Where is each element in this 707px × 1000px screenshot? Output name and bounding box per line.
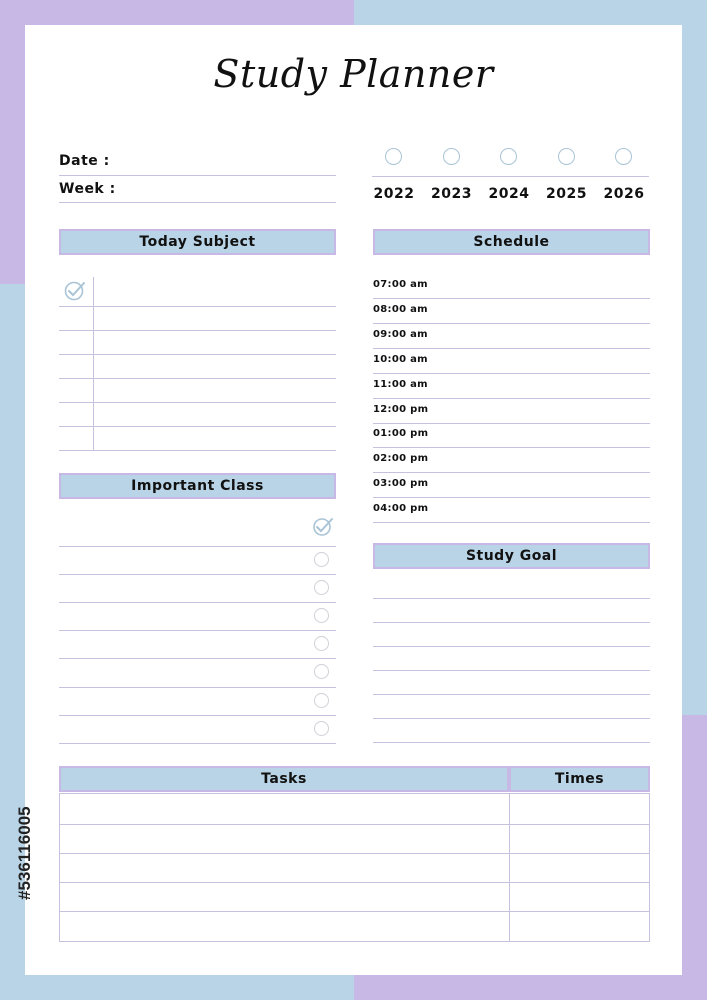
year-radio[interactable] [615,148,632,165]
schedule-time: 09:00 am [373,328,428,340]
year-label: 2025 [546,186,587,202]
svg-text:#536116005: #536116005 [15,806,34,900]
schedule-line[interactable] [373,423,650,424]
class-checkbox[interactable] [314,721,329,736]
task-row-line[interactable] [60,911,649,912]
schedule-line[interactable] [373,522,650,523]
checkmark-circle-icon[interactable] [313,517,335,537]
page-title: Study Planner [213,52,494,96]
class-line[interactable] [59,630,336,631]
schedule-time: 03:00 pm [373,478,429,490]
year-radio[interactable] [500,148,517,165]
year-label: 2024 [488,186,530,202]
year-radio[interactable] [443,148,460,165]
times-header: Times [509,766,650,792]
goal-line[interactable] [373,718,650,719]
goal-line[interactable] [373,670,650,671]
date-label: Date : [59,153,110,169]
schedule-line[interactable] [373,472,650,473]
goal-line[interactable] [373,646,650,647]
writing-line[interactable] [59,354,336,355]
writing-line[interactable] [59,426,336,427]
schedule-line[interactable] [373,373,650,374]
goal-line[interactable] [373,622,650,623]
year-divider [372,176,649,177]
schedule-header: Schedule [373,229,650,255]
study-goal-header: Study Goal [373,543,650,569]
checkmark-circle-icon[interactable] [64,280,88,302]
class-line[interactable] [59,715,336,716]
task-row-line[interactable] [60,882,649,883]
schedule-time: 01:00 pm [373,428,429,440]
schedule-time: 07:00 am [373,279,428,290]
schedule-line[interactable] [373,298,650,299]
writing-line[interactable] [59,450,336,451]
class-line[interactable] [59,546,336,547]
week-label: Week : [59,181,116,197]
class-checkbox[interactable] [314,552,329,567]
tasks-header: Tasks [59,766,509,792]
writing-line[interactable] [59,402,336,403]
class-checkbox[interactable] [314,580,329,595]
goal-line[interactable] [373,742,650,743]
goal-line[interactable] [373,598,650,599]
task-row-line[interactable] [60,853,649,854]
class-line[interactable] [59,602,336,603]
important-class-header: Important Class [59,473,336,499]
class-line[interactable] [59,687,336,688]
year-label: 2022 [373,186,415,202]
tasks-table [59,793,650,942]
goal-line[interactable] [373,694,650,695]
writing-line[interactable] [59,378,336,379]
schedule-time: 04:00 pm [373,503,429,515]
schedule-line[interactable] [373,497,650,498]
tasks-column-divider [509,793,510,942]
schedule-time: 08:00 am [373,303,428,315]
year-label: 2023 [431,186,472,202]
schedule-line[interactable] [373,323,650,324]
schedule-line[interactable] [373,398,650,399]
class-line[interactable] [59,574,336,575]
stock-id-watermark [12,770,36,900]
task-row-line[interactable] [60,824,649,825]
schedule-line[interactable] [373,447,650,448]
class-line[interactable] [59,658,336,659]
schedule-time: 10:00 am [373,353,428,365]
today-subject-margin-line [93,277,94,450]
schedule-time: 12:00 pm [373,403,429,415]
schedule-time: 02:00 pm [373,453,429,465]
class-line[interactable] [59,743,336,744]
schedule-time: 11:00 am [373,378,428,390]
writing-line[interactable] [59,306,336,307]
writing-line[interactable] [59,330,336,331]
year-label: 2026 [603,186,645,202]
today-subject-header: Today Subject [59,229,336,255]
year-radio[interactable] [385,148,402,165]
week-line[interactable] [59,202,336,203]
schedule-line[interactable] [373,348,650,349]
date-line[interactable] [59,175,336,176]
year-radio[interactable] [558,148,575,165]
class-checkbox[interactable] [314,693,329,708]
